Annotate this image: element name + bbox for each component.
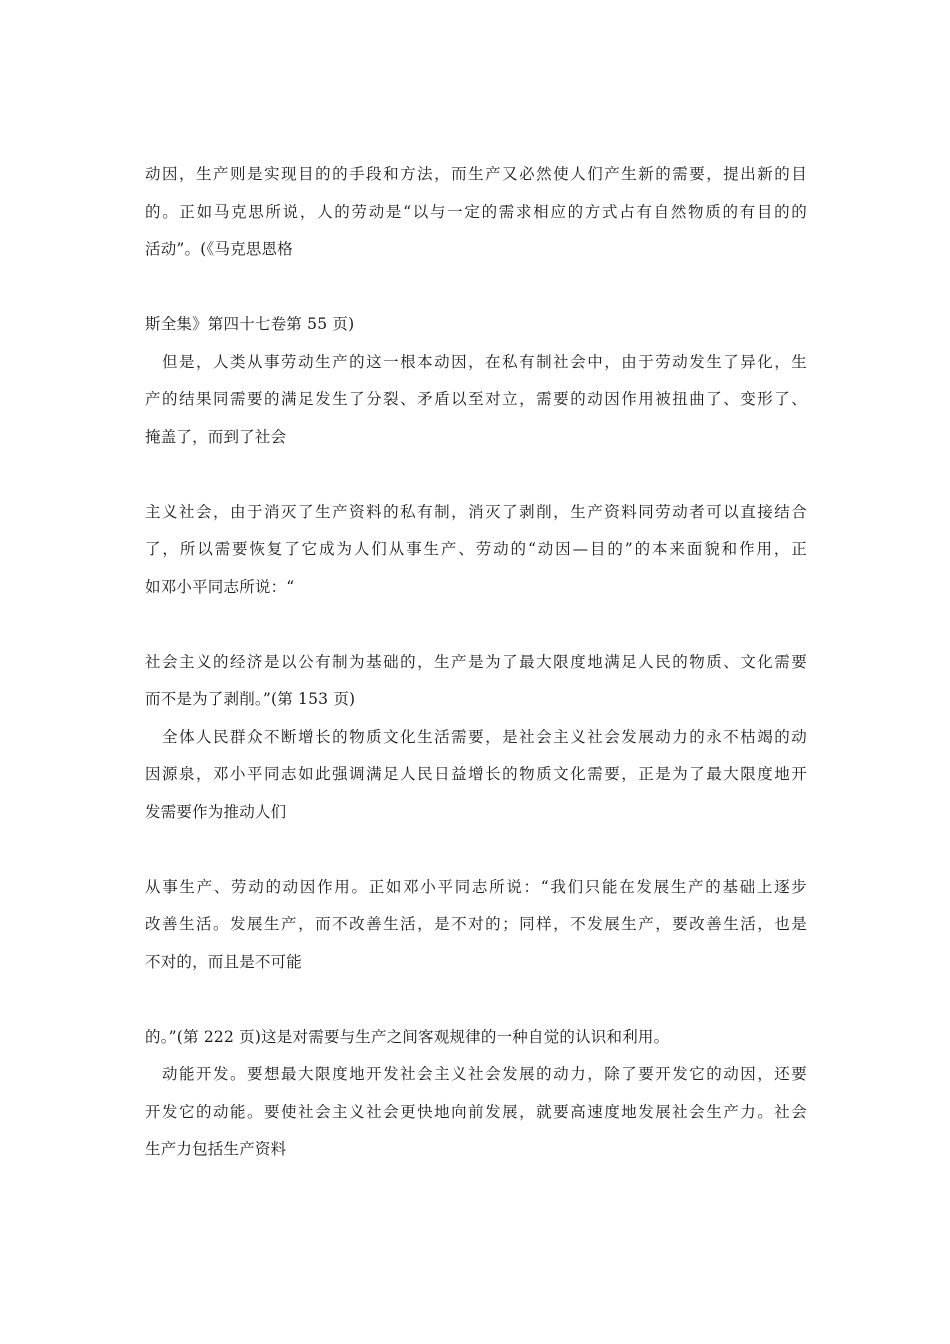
text-line: 的。正如马克思所说，人的劳动是“以与一定的需求相应的方式占有自然物质的有目的的 xyxy=(145,202,807,221)
text-line: 活动”。(《马克思恩格 xyxy=(145,240,293,258)
text-line: 而不是为了剥削。”(第 153 页) xyxy=(145,690,356,708)
paragraph-first-line: 但是，人类从事劳动生产的这一根本动因，在私有制社会中，由于劳动发生了异化，生 xyxy=(162,352,807,371)
line-gap xyxy=(145,269,807,307)
line-gap xyxy=(145,981,807,1019)
text-line: 主义社会，由于消灭了生产资料的私有制，消灭了剥削，生产资料同劳动者可以直接结合 xyxy=(145,502,807,521)
text-line: 的。”(第 222 页)这是对需要与生产之间客观规律的一种自觉的认识和利用。 xyxy=(145,1027,670,1046)
text-line: 动因，生产则是实现目的的手段和方法，而生产又必然使人们产生新的需要，提出新的目 xyxy=(145,165,807,183)
text-line: 斯全集》第四十七卷第 55 页) xyxy=(145,315,355,333)
line-gap xyxy=(145,606,807,644)
text-line: 因源泉，邓小平同志如此强调满足人民日益增长的物质文化需要，正是为了最大限度地开 xyxy=(145,765,807,783)
text-line: 掩盖了，而到了社会 xyxy=(145,427,287,446)
text-line: 改善生活。发展生产，而不改善生活，是不对的；同样，不发展生产，要改善生活，也是 xyxy=(145,915,807,933)
text-line: 从事生产、劳动的动因作用。正如邓小平同志所说：“我们只能在发展生产的基础上逐步 xyxy=(145,877,807,896)
text-line: 了，所以需要恢复了它成为人们从事生产、劳动的“动因—目的”的本来面貌和作用，正 xyxy=(145,540,807,558)
text-line: 发需要作为推动人们 xyxy=(145,802,287,821)
paragraph-first-line: 全体人民群众不断增长的物质文化生活需要，是社会主义社会发展动力的永不枯竭的动 xyxy=(162,727,807,746)
text-line: 开发它的动能。要使社会主义社会更快地向前发展，就要高速度地发展社会生产力。社会 xyxy=(145,1102,807,1121)
line-gap xyxy=(145,456,807,494)
paragraph-first-line: 动能开发。要想最大限度地开发社会主义社会发展的动力，除了要开发它的动因，还要 xyxy=(162,1065,807,1083)
text-line: 如邓小平同志所说：“ xyxy=(145,577,295,596)
text-line: 生产力包括生产资料 xyxy=(145,1140,287,1158)
line-gap xyxy=(145,831,807,869)
document-body xyxy=(145,156,807,1169)
text-line: 产的结果同需要的满足发生了分裂、矛盾以至对立，需要的动因作用被扭曲了、变形了、 xyxy=(145,390,807,408)
text-line: 不对的，而且是不可能 xyxy=(145,952,303,971)
text-line: 社会主义的经济是以公有制为基础的，生产是为了最大限度地满足人民的物质、文化需要 xyxy=(145,652,807,671)
